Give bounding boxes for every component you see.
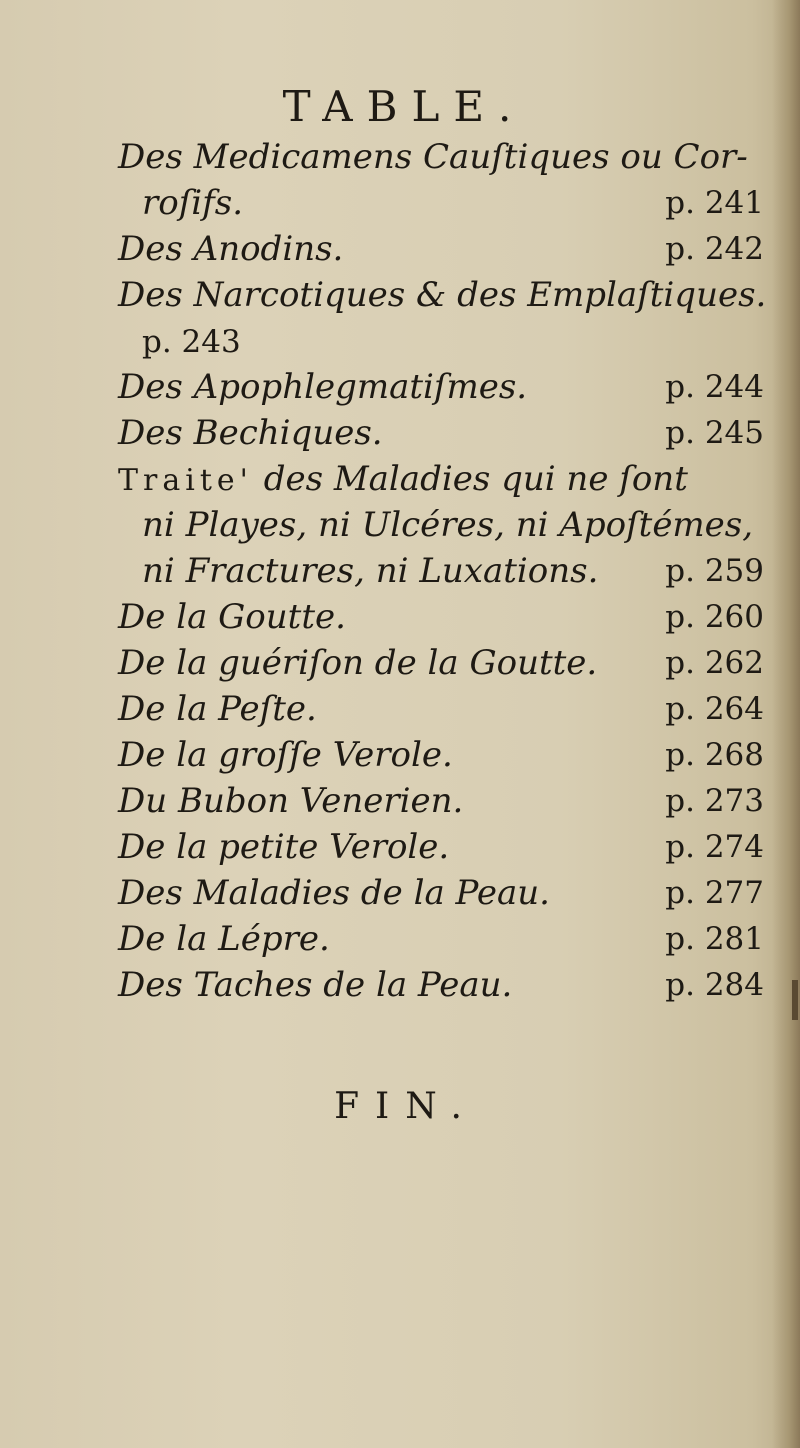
toc-entry-text: De la Lépre. xyxy=(118,919,330,959)
toc-entry-text: Des Medicamens Cauſtiques ou Cor- xyxy=(118,137,748,177)
toc-line xyxy=(118,180,764,226)
toc-entry-text: Des Anodins. xyxy=(118,229,344,269)
toc-line xyxy=(118,962,764,1008)
toc-entry-text: Des Bechiques. xyxy=(118,413,383,453)
toc-entry-text: De la groſſe Verole. xyxy=(118,735,453,775)
toc-page-number: p. 245 xyxy=(665,415,764,451)
toc-line xyxy=(118,318,764,364)
table-of-contents xyxy=(118,134,767,1008)
toc-entry-text: Du Bubon Venerien. xyxy=(118,781,464,821)
toc-page-number: p. 268 xyxy=(665,737,764,773)
toc-line xyxy=(118,870,764,916)
toc-line xyxy=(118,502,764,548)
toc-line xyxy=(118,456,764,502)
toc-line xyxy=(118,272,767,318)
toc-entry-text: Des Maladies de la Peau. xyxy=(118,873,550,913)
page-title: TABLE. xyxy=(282,82,526,131)
toc-line xyxy=(118,410,764,456)
toc-page-number: p. 259 xyxy=(665,553,764,589)
toc-page-number: p. 264 xyxy=(665,691,764,727)
toc-entry-text: Des Taches de la Peau. xyxy=(118,965,513,1005)
toc-entry-text: De la Peſte. xyxy=(118,689,317,729)
toc-entry-text: De la guériſon de la Goutte. xyxy=(118,643,598,683)
toc-page-number: p. 260 xyxy=(665,599,764,635)
toc-page-number: p. 241 xyxy=(665,185,764,221)
toc-entry-text: ni Playes, ni Ulcéres, ni Apoſtémes, xyxy=(142,505,754,545)
toc-page-number: p. 262 xyxy=(665,645,764,681)
toc-entry-text: De la petite Verole. xyxy=(118,827,450,867)
toc-page-number: p. 244 xyxy=(665,369,764,405)
toc-page-number: p. 284 xyxy=(665,967,764,1003)
toc-line xyxy=(118,226,764,272)
toc-line xyxy=(118,640,764,686)
toc-entry-text: Des Apophlegmatiſmes. xyxy=(118,367,528,407)
toc-line xyxy=(118,778,764,824)
page-edge-shadow xyxy=(772,0,800,1448)
toc-entry-text: des Maladies qui ne ſont xyxy=(252,459,688,499)
page-edge-mark xyxy=(792,980,798,1020)
toc-page-number: p. 243 xyxy=(142,324,241,360)
toc-page-number: p. 274 xyxy=(665,829,764,865)
toc-entry-text: De la Goutte. xyxy=(118,597,346,637)
end-marker: FIN. xyxy=(334,1086,478,1127)
toc-line xyxy=(118,824,764,870)
toc-line xyxy=(118,364,764,410)
toc-section-lead: Traite' xyxy=(118,463,253,498)
toc-line xyxy=(118,732,764,778)
toc-page-number: p. 281 xyxy=(665,921,764,957)
toc-entry-text: Des Narcotiques & des Emplaſtiques. xyxy=(118,275,767,315)
toc-line xyxy=(118,916,764,962)
toc-page-number: p. 273 xyxy=(665,783,764,819)
toc-entry-text: ni Fractures, ni Luxations. xyxy=(142,551,599,591)
toc-line xyxy=(118,548,764,594)
toc-line xyxy=(118,594,764,640)
toc-line xyxy=(118,134,764,180)
toc-page-number: p. 242 xyxy=(665,231,764,267)
toc-entry-text: roſifs. xyxy=(142,183,244,223)
toc-page-number: p. 277 xyxy=(665,875,764,911)
toc-line xyxy=(118,686,764,732)
